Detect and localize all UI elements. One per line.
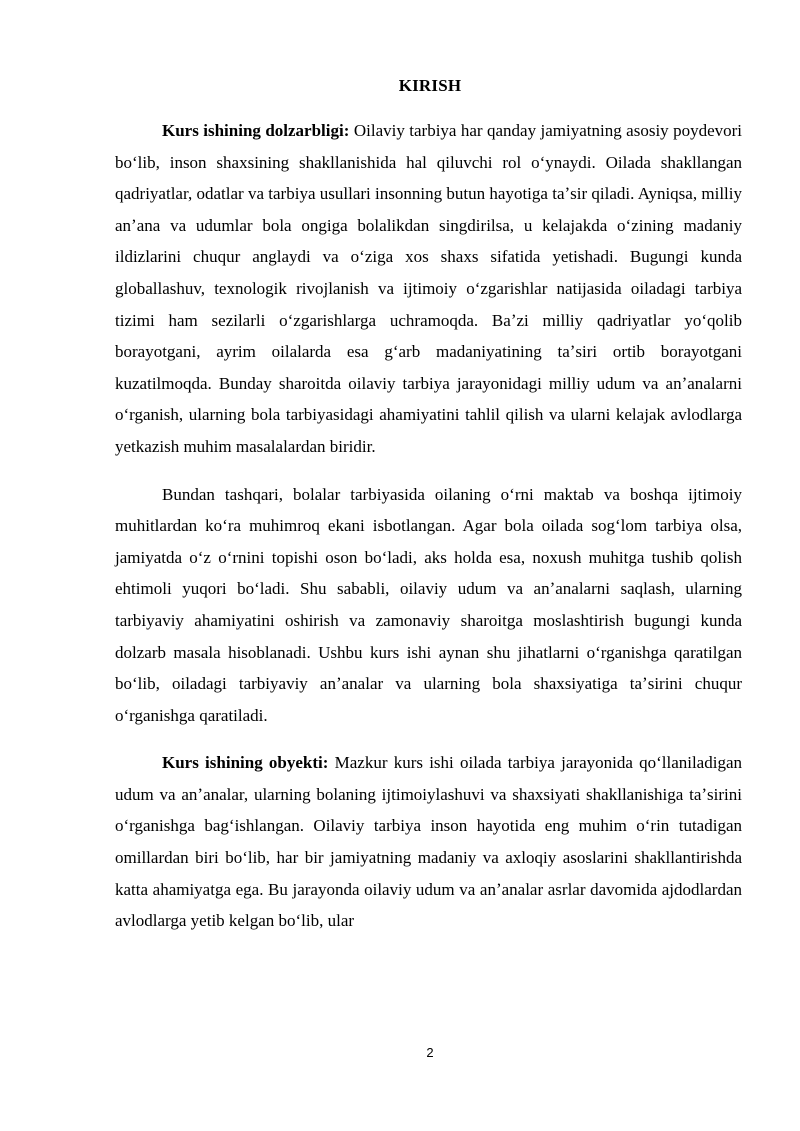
paragraph-relevance <box>115 115 742 463</box>
paragraph-lead: Kurs ishining dolzarbligi: <box>162 121 350 140</box>
paragraph-additional <box>115 479 742 732</box>
paragraph-lead: Kurs ishining obyekti: <box>162 753 329 773</box>
paragraph-text: Oilaviy tarbiya har qanday jamiyatning asosiy poydevori boʻlib, inson shaxsining shakllanishida hal qiluvchi rol oʻynaydi. Oilada shakllangan qadriyatlar, odatlar va tarbiya usullari insonning butun hayotiga taʼsir qiladi. Ayniqsa, milliy anʼana va udumlar bola ongiga bolalikdan singdirilsa, u kelajakda oʻzining madaniy ildizlarini chuqur anglaydi va oʻziga xos shaxs sifatida yetishadi. Bugungi kunda globallashuv, texnologik rivojlanish va ijtimoiy oʻzgarishlar natijasida oiladagi tarbiya tizimi ham sezilarli oʻzgarishlarga uchramoqda. Baʼzi milliy qadriyatlar yoʻqolib borayotgani, ayrim oilalarda esa gʻarb madaniyatining taʼsiri ortib borayotgani kuzatilmoqda. Bunday sharoitda oilaviy tarbiya jarayonidagi milliy udum va anʼanalarni oʻrganish, ularning bola tarbiyasidagi ahamiyatini tahlil qilish va ularni kelajak avlodlarga yetkazish muhim masalalardan biridir. <box>115 121 743 456</box>
paragraph-object <box>115 747 742 937</box>
section-heading: KIRISH <box>398 76 462 95</box>
paragraph-text: Mazkur kurs ishi oilada tarbiya jarayonida qoʻllaniladigan udum va anʼanalar, ularning bolaning ijtimoiylashuvi va shaxsiyati shakllanishiga taʼsirini oʻrganishga bagʻishlangan. Oilaviy tarbiya inson hayotida eng muhim oʻrin tutadigan omillardan biri boʻlib, har bir jamiyatning madaniy va axloqiy asoslarini shakllantirishda katta ahamiyatga ega. Bu jarayonda oilaviy udum va anʼanalar asrlar davomida ajdodlardan avlodlarga yetib kelgan boʻlib, ular <box>115 753 742 931</box>
paragraph-text: Bundan tashqari, bolalar tarbiyasida oilaning oʻrni maktab va boshqa ijtimoiy muhitlardan koʻra muhimroq ekani isbotlangan. Agar bola oilada sogʻlom tarbiya olsa, jamiyatda oʻz oʻrnini topishi oson boʻladi, aks holda esa, noxush muhitga tushib qolish ehtimoli yuqori boʻladi. Shu sababli, oilaviy udum va anʼanalarni saqlash, ularning tarbiyaviy ahamiyatini oshirish va zamonaviy sharoitga moslashtirish bugungi kunda dolzarb masala hisoblanadi. Ushbu kurs ishi aynan shu jihatlarni oʻrganishga qaratilgan boʻlib, oiladagi tarbiyaviy anʼanalar va ularning bola shaxsiyatiga taʼsirini chuqur oʻrganishga qaratiladi. <box>115 484 742 725</box>
body-text <box>115 115 742 937</box>
page-number: 2 <box>426 1045 434 1060</box>
